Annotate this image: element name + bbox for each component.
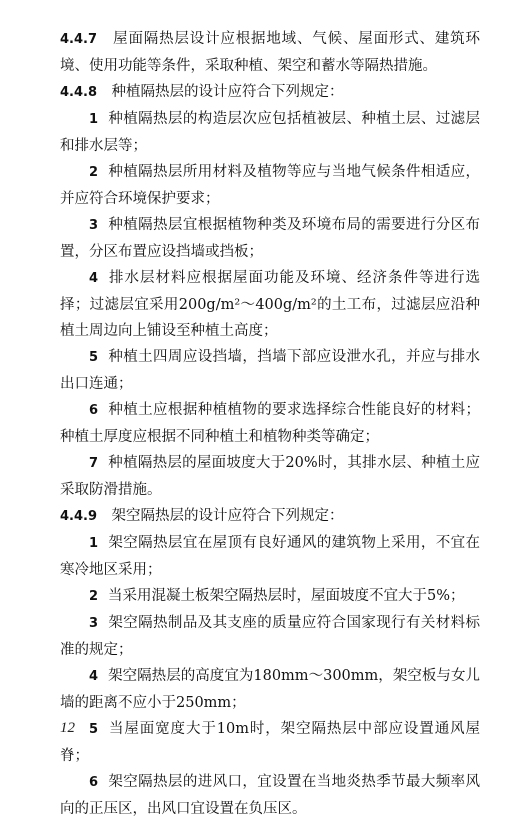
item-text: 架空隔热层的进风口，宜设置在当地炎热季节最大频率风向的正压区，出风口宜设置在负压区。 (60, 774, 480, 817)
list-item (60, 663, 480, 716)
list-item (60, 716, 480, 769)
list-item (60, 159, 480, 212)
clause-4-4-8 (60, 79, 480, 106)
item-text: 种植隔热层的构造层次应包括植被层、种植土层、过滤层和排水层等； (60, 111, 480, 154)
list-item (60, 530, 480, 583)
item-number: 6 (89, 403, 99, 418)
item-text: 种植隔热层的屋面坡度大于20%时，其排水层、种植土应采取防滑措施。 (60, 455, 480, 498)
item-text: 架空隔热层宜在屋顶有良好通风的建筑物上采用，不宜在寒冷地区采用； (60, 535, 480, 578)
list-item (60, 450, 480, 503)
item-text: 当屋面宽度大于10m时，架空隔热层中部应设置通风屋脊； (60, 721, 480, 764)
item-text: 种植土应根据种植植物的要求选择综合性能良好的材料；种植土厚度应根据不同种植土和植物种类等确定； (60, 402, 480, 445)
item-text: 架空隔热制品及其支座的质量应符合国家现行有关材料标准的规定； (60, 615, 480, 658)
list-item (60, 610, 480, 663)
page-number: 12 (60, 720, 75, 736)
item-text: 种植土四周应设挡墙，挡墙下部应设泄水孔，并应与排水出口连通； (60, 349, 480, 392)
clause-number: 4.4.9 (60, 509, 98, 524)
clause-text: 屋面隔热层设计应根据地域、气候、屋面形式、建筑环境、使用功能等条件，采取种植、架空和蓄水等隔热措施。 (60, 31, 480, 74)
item-text: 架空隔热层的高度宜为180mm～300mm，架空板与女儿墙的距离不应小于250mm； (60, 668, 480, 711)
item-text: 排水层材料应根据屋面功能及环境、经济条件等进行选择；过滤层宜采用200g/m²～400g/m²的土工布，过滤层应沿种植土周边向上铺设至种植土高度； (60, 270, 480, 339)
page-body (60, 26, 480, 822)
list-item (60, 212, 480, 265)
item-number: 4 (89, 669, 99, 684)
item-number: 2 (89, 165, 99, 180)
list-item (60, 265, 480, 344)
item-number: 5 (89, 722, 99, 737)
item-number: 4 (89, 271, 99, 286)
clause-4-4-7 (60, 26, 480, 79)
item-number: 5 (89, 350, 99, 365)
item-number: 7 (89, 456, 99, 471)
list-item (60, 397, 480, 450)
list-item (60, 583, 480, 610)
list-item (60, 106, 480, 159)
list-item (60, 769, 480, 822)
clause-number: 4.4.7 (60, 32, 98, 47)
item-number: 1 (89, 112, 99, 127)
clause-4-4-9 (60, 503, 480, 530)
clause-text: 种植隔热层的设计应符合下列规定： (111, 84, 344, 100)
clause-number: 4.4.8 (60, 85, 98, 100)
item-number: 3 (89, 616, 99, 631)
list-item (60, 344, 480, 397)
item-number: 1 (89, 536, 99, 551)
item-number: 6 (89, 775, 99, 790)
item-text: 当采用混凝土板架空隔热层时，屋面坡度不宜大于5%； (108, 588, 465, 604)
item-number: 3 (89, 218, 99, 233)
item-text: 种植隔热层所用材料及植物等应与当地气候条件相适应，并应符合环境保护要求； (60, 164, 480, 207)
item-text: 种植隔热层宜根据植物种类及环境布局的需要进行分区布置，分区布置应设挡墙或挡板； (60, 217, 480, 260)
clause-text: 架空隔热层的设计应符合下列规定： (111, 508, 344, 524)
item-number: 2 (89, 589, 99, 604)
